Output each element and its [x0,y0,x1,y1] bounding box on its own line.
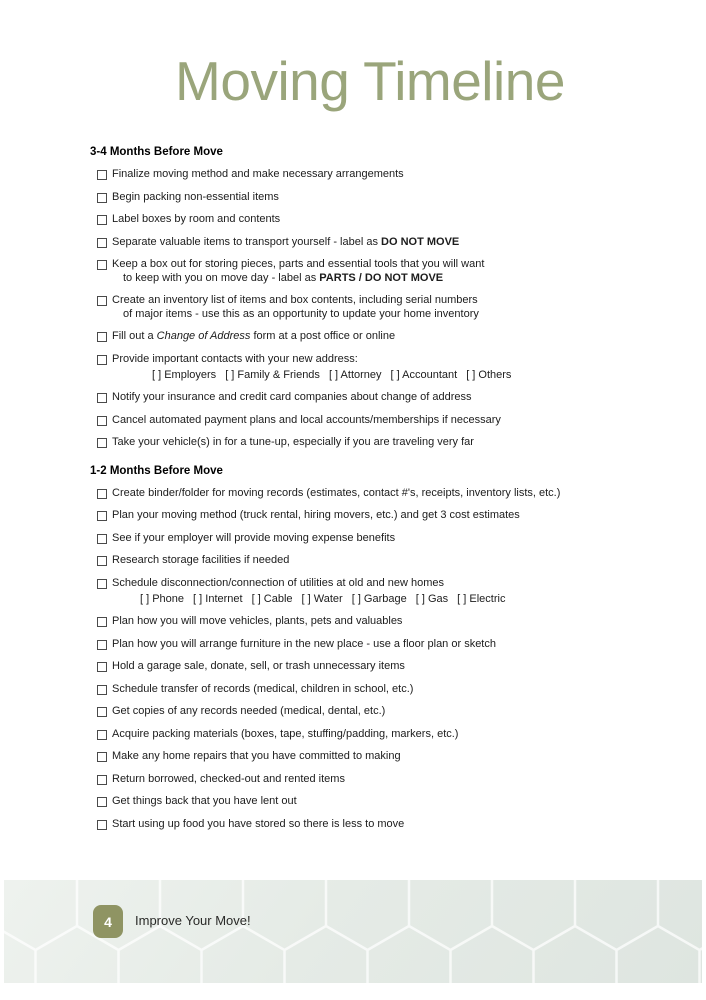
checkbox-icon [97,416,107,426]
checkbox-icon [97,556,107,566]
checklist-item [90,638,635,652]
item-text: Keep a box out for storing pieces, parts and essential tools that you will want to keep with you on move day - label as PARTS / DO NOT MOVE [112,258,485,284]
item-text: Finalize moving method and make necessary arrangements [112,168,404,180]
item-text: Cancel automated payment plans and local accounts/memberships if necessary [112,413,501,426]
item-text: Get copies of any records needed (medical, dental, etc.) [112,705,386,717]
item-text: Plan how you will arrange furniture in the new place - use a floor plan or sketch [112,637,496,650]
checkbox-icon [97,193,107,203]
item-text: Separate valuable items to transport yourself - label as DO NOT MOVE [112,235,460,248]
item-text: Research storage facilities if needed [112,554,290,566]
checkbox-icon [97,685,107,695]
checkbox-icon [97,296,107,306]
option-checkbox-label: [ ] Others [466,368,512,381]
checkbox-icon [97,640,107,650]
item-text: See if your employer will provide moving expense benefits [112,531,396,544]
checklist-item [90,750,635,764]
checkbox-icon [97,730,107,740]
checklist-item [90,577,635,607]
item-text: Start using up food you have stored so there is less to move [112,817,405,830]
option-checkbox-label: [ ] Family & Friends [225,368,320,381]
checkbox-icon [97,238,107,248]
checkbox-icon [97,707,107,717]
checkbox-icon [97,752,107,762]
option-checkbox-label: [ ] Gas [415,592,449,605]
section-heading: 3-4 Months Before Move [90,146,223,158]
checkbox-icon [97,489,107,499]
checkbox-icon [97,820,107,830]
checklist-item [90,213,635,227]
checklist-item [90,509,635,523]
checkbox-icon [97,534,107,544]
checklist-item [90,294,635,321]
item-text: Acquire packing materials (boxes, tape, stuffing/padding, markers, etc.) [112,727,459,740]
checklist-item [90,168,635,182]
checklist-section [90,465,635,832]
checkbox-icon [97,215,107,225]
item-text: Return borrowed, checked-out and rented items [112,772,345,785]
option-checkbox-label: [ ] Employers [152,368,217,381]
option-checkbox-label: [ ] Attorney [328,368,382,381]
checklist-item [90,773,635,787]
checklist-item [90,414,635,428]
checkbox-icon [97,393,107,403]
footer-tagline: Improve Your Move! [135,913,251,928]
checkbox-icon [97,775,107,785]
checkbox-icon [97,511,107,521]
section-heading: 1-2 Months Before Move [90,464,223,477]
moving-checklist [90,146,635,840]
checklist-item [90,818,635,832]
item-text: Plan your moving method (truck rental, hiring movers, etc.) and get 3 cost estimates [112,509,520,521]
checklist-item [90,554,635,568]
option-checkbox-label: [ ] Phone [140,592,185,605]
checklist-item [90,353,635,383]
checkbox-icon [97,438,107,448]
checklist-item [90,683,635,697]
checklist-item [90,487,635,501]
checkbox-icon [97,617,107,627]
checklist-item [90,258,635,285]
sub-options-row [152,369,635,383]
option-checkbox-label: [ ] Accountant [390,368,458,381]
checkbox-icon [97,260,107,270]
option-checkbox-label: [ ] Water [301,592,343,605]
checklist-item [90,436,635,450]
checklist-item [90,660,635,674]
item-text: Fill out a Change of Address form at a post office or online [112,330,396,342]
checkbox-icon [97,170,107,180]
option-checkbox-label: [ ] Electric [457,592,506,605]
footer-band [4,880,702,983]
checklist-item [90,795,635,809]
checklist-item [90,532,635,546]
page-title: Moving Timeline [175,50,565,112]
sub-options-row [140,593,635,607]
checklist-item [90,236,635,250]
option-checkbox-label: [ ] Cable [251,592,293,605]
checklist-item [90,728,635,742]
checkbox-icon [97,797,107,807]
checklist-item [90,705,635,719]
checkbox-icon [97,662,107,672]
item-text: Begin packing non-essential items [112,190,279,203]
checklist-item [90,191,635,205]
item-text: Plan how you will move vehicles, plants, pets and valuables [112,615,403,627]
checklist-item [90,330,635,344]
checklist-section [90,146,635,450]
option-checkbox-label: [ ] Garbage [351,592,407,605]
item-text: Notify your insurance and credit card companies about change of address [112,391,472,403]
checkbox-icon [97,355,107,365]
item-text: Hold a garage sale, donate, sell, or trash unnecessary items [112,660,405,672]
item-text: Provide important contacts with your new address: [112,352,358,365]
item-text: Label boxes by room and contents [112,213,281,225]
item-text: Take your vehicle(s) in for a tune-up, especially if you are traveling very far [112,436,474,448]
option-checkbox-label: [ ] Internet [193,592,243,605]
item-text: Get things back that you have lent out [112,795,297,807]
item-text: Make any home repairs that you have committed to making [112,750,401,762]
checklist-item [90,391,635,405]
item-text: Create an inventory list of items and box contents, including serial numbers of major items - use this as an opportunity to update your home inventory [112,294,479,320]
item-text: Schedule transfer of records (medical, children in school, etc.) [112,682,414,695]
item-text: Schedule disconnection/connection of utilities at old and new homes [112,576,445,589]
item-text: Create binder/folder for moving records (estimates, contact #'s, receipts, inventory lists, etc.) [112,486,561,499]
page-number-badge [93,905,123,938]
checkbox-icon [97,332,107,342]
checklist-item [90,615,635,629]
checkbox-icon [97,579,107,589]
page-number: 4 [104,913,112,930]
